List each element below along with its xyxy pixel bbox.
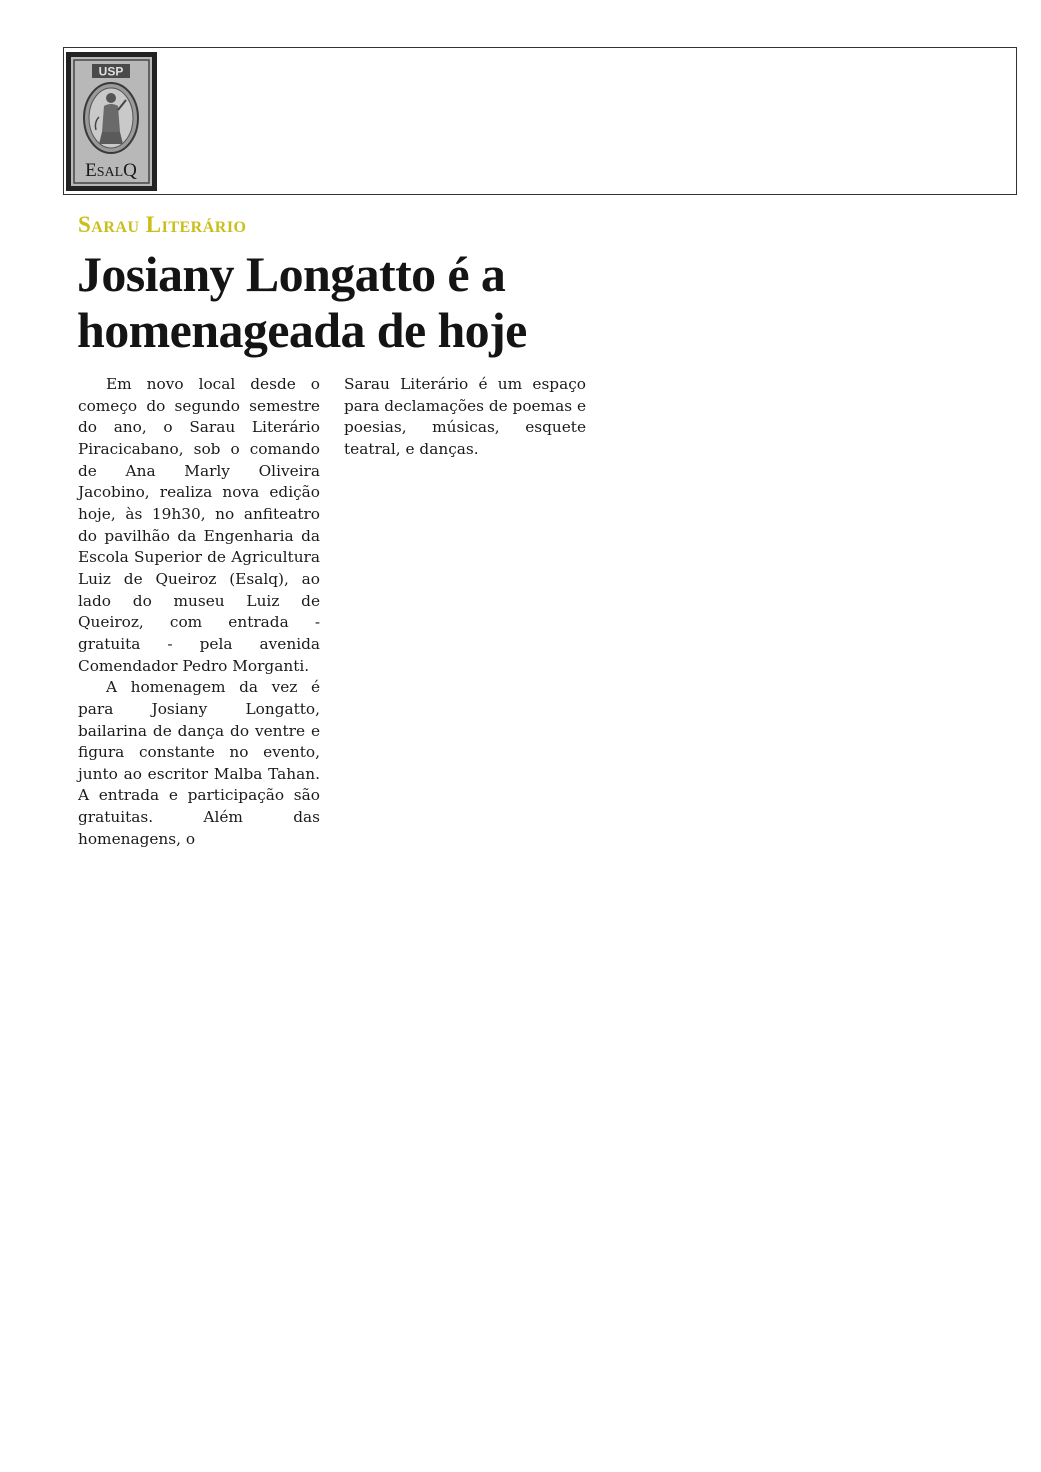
header-frame	[63, 47, 1017, 195]
article-paragraph: Sarau Literário é um espaço para declamações de poemas e poesias, músicas, esquete teatral, e danças.	[344, 375, 586, 458]
headline: Josiany Longatto é a homenageada de hoje	[77, 246, 527, 358]
svg-text:USP: USP	[98, 64, 124, 79]
usp-esalq-logo	[66, 52, 157, 191]
article-column-2	[344, 374, 586, 461]
article-column-1	[78, 374, 320, 850]
article-paragraph: Em novo local desde o começo do segundo semestre do ano, o Sarau Literário Piracicabano, sob o comando de Ana Marly Oliveira Jacobino, realiza nova edição hoje, às 19h30, no anfiteatro do pavilhão da Engenharia da Escola Superior de Agricultura Luiz de Queiroz (Esalq), ao lado do museu Luiz de Queiroz, com entrada - gratuita - pela avenida Comendador Pedro Morganti.	[78, 375, 320, 675]
section-kicker: Sarau Literário	[78, 212, 247, 237]
usp-esalq-seal-icon	[66, 52, 157, 191]
article-paragraph: A homenagem da vez é para Josiany Longatto, bailarina de dança do ventre e figura constante no evento, junto ao escritor Malba Tahan. A entrada e participação são gratuitas. Além das homenagens, o	[78, 678, 320, 848]
svg-text:ESALQ: ESALQ	[85, 160, 137, 181]
